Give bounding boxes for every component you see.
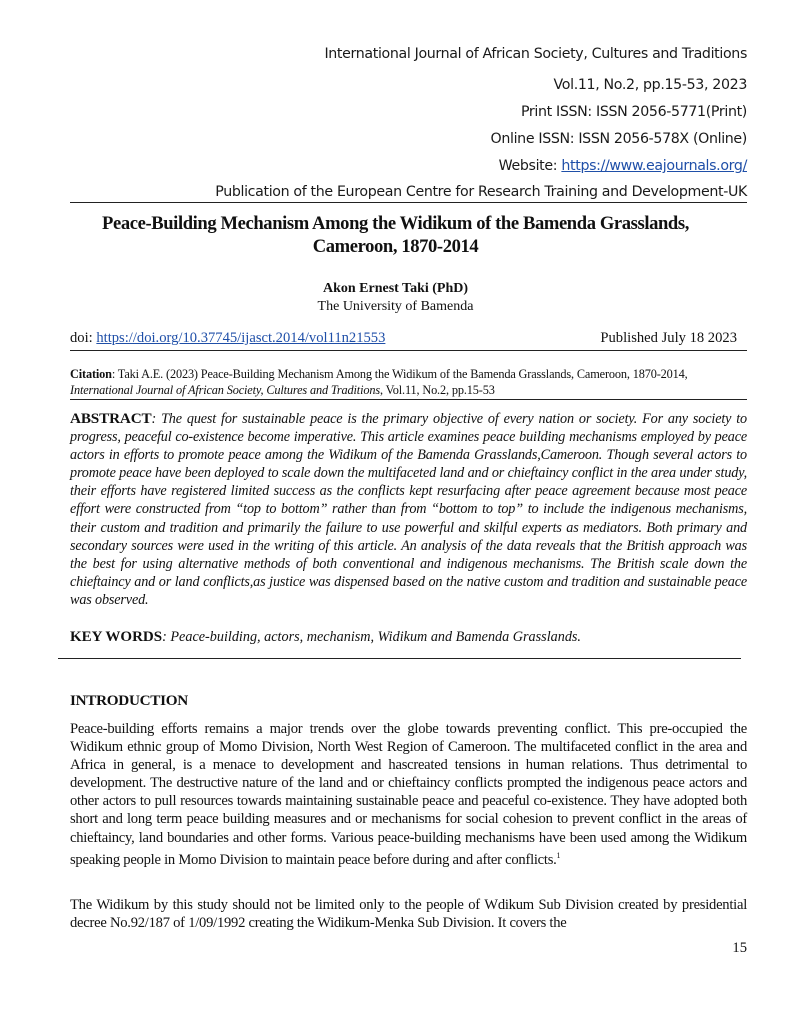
doi-link[interactable]: https://doi.org/10.37745/ijasct.2014/vol11n21553 xyxy=(96,330,386,346)
title-line-1: Peace-Building Mechanism Among the Widikum of the Bamenda Grasslands, xyxy=(102,213,689,234)
page-number: 15 xyxy=(732,940,747,956)
website-line xyxy=(499,158,747,174)
publisher-line: Publication of the European Centre for Research Training and Development-UK xyxy=(215,184,747,200)
print-issn: Print ISSN: ISSN 2056-5771(Print) xyxy=(520,104,747,120)
doi-line xyxy=(70,330,747,351)
abstract-label: ABSTRACT xyxy=(70,410,152,427)
citation-volume: , Vol.11, No.2, pp.15-53 xyxy=(379,383,495,397)
citation-label: Citation xyxy=(70,367,112,381)
paragraph-text: Peace-building efforts remains a major trends over the globe towards preventing conflict. This pre-occupied the Widikum ethnic group of Momo Division, North West Region of Cameroon. The multifaceted conflict in the area and Africa in general, is a menace to development and hascreated tensions in human relations. Thus detrimental to development. The destructive nature of the land and or chieftaincy conflicts prompted the indigenous peace actors and other actors to pull resources towards maintaining sustainable peace and peaceful co-existence. They have adopted both short and long term peace building measures and or mechanisms for social cohesion to prevent conflict in the areas of chieftaincy, land boundaries and other forms. Various peace-building mechanisms have been used among the Widikum speaking people in Momo Division to maintain peace before during and after conflicts. xyxy=(70,721,747,868)
abstract-rule xyxy=(58,658,741,659)
abstract-block xyxy=(70,410,747,609)
keywords-label: KEY WORDS xyxy=(70,629,163,645)
author-name: Akon Ernest Taki (PhD) xyxy=(322,281,469,296)
online-issn: Online ISSN: ISSN 2056-578X (Online) xyxy=(490,131,747,147)
introduction-heading: INTRODUCTION xyxy=(70,692,188,709)
author-affiliation: The University of Bamenda xyxy=(317,299,474,314)
citation-block xyxy=(70,366,747,400)
citation-journal: International Journal of African Society, Cultures and Traditions xyxy=(70,383,380,397)
citation-text: : Taki A.E. (2023) Peace-Building Mechanism Among the Widikum of the Bamenda Grasslands, Cameroon, 1870-2014, xyxy=(111,367,688,381)
author-block xyxy=(0,280,791,316)
doi-label: doi: xyxy=(70,330,97,346)
keywords-block xyxy=(70,628,747,646)
title-line-2: Cameroon, 1870-2014 xyxy=(312,236,479,257)
website-link[interactable]: https://www.eajournals.org/ xyxy=(561,158,747,174)
article-title xyxy=(40,212,751,258)
header-rule xyxy=(70,202,747,203)
volume-info: Vol.11, No.2, pp.15-53, 2023 xyxy=(553,77,747,93)
journal-name: International Journal of African Society, Cultures and Traditions xyxy=(324,46,747,62)
introduction-paragraph-1 xyxy=(70,720,747,869)
abstract-text: : The quest for sustainable peace is the primary objective of every nation or society. For any society to progress, peaceful co-existence become imperative. This article examines peace building mechanisms employed by peace actors in efforts to promote peace among the Widikum of the Bamenda Grasslands,Cameroon. Though several actors to promote peace have been deployed to scale down the multifaceted land and or chieftaincy conflict in the area under study, their efforts have registered limited success as the conflicts kept resurfacing after peace agreement because most peace effort were constructed from “top to bottom” rather than from “bottom to top” to include the indigenous mechanisms, their custom and tradition and primarily the failure to use powerful and skilful experts as mediators. Both primary and secondary sources were used in the writing of this article. An analysis of the data reveals that the British approach was the best for using alternative methods of both conventional and indigenous mechanisms. The British scale down the chieftaincy and or land conflicts,as justice was dispensed based on the native custom and tradition and sustainable peace was observed. xyxy=(70,411,747,608)
published-date: Published July 18 2023 xyxy=(600,330,737,346)
introduction-paragraph-2: The Widikum by this study should not be limited only to the people of Wdikum Sub Division created by presidential decree No.92/187 of 1/09/1992 creating the Widikum-Menka Sub Division. It covers the xyxy=(70,897,747,932)
website-label: Website: xyxy=(498,158,562,174)
keywords-text: : Peace-building, actors, mechanism, Widikum and Bamenda Grasslands. xyxy=(162,629,581,645)
footnote-marker[interactable]: 1 xyxy=(556,850,561,860)
